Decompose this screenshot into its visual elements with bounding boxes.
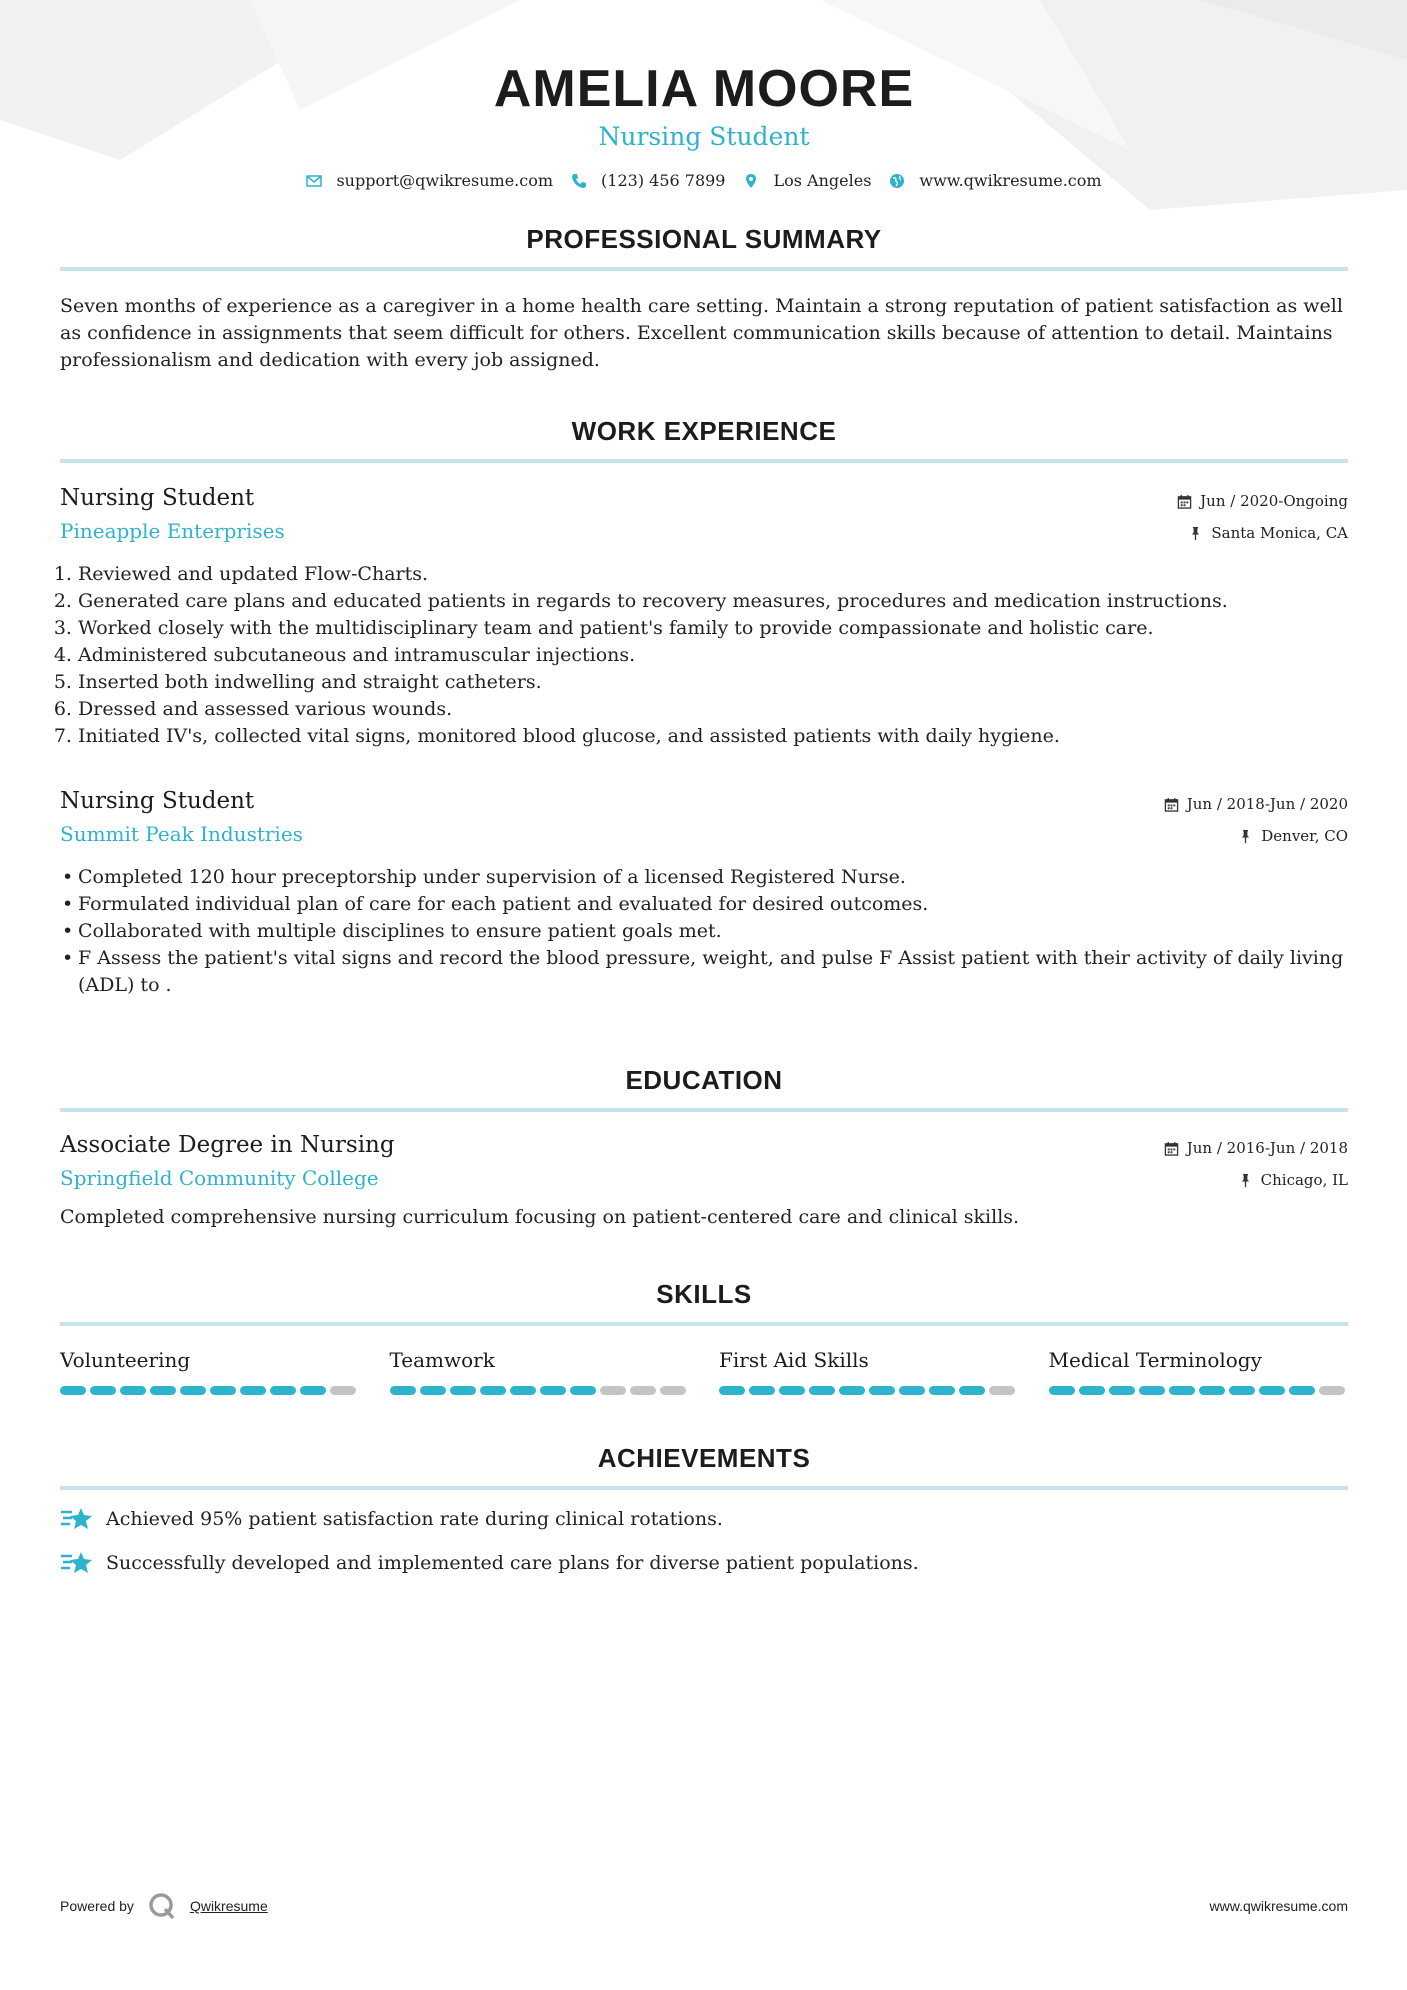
skill-dot-filled xyxy=(540,1386,566,1395)
school-name: Springfield Community College xyxy=(60,1166,379,1190)
candidate-name: AMELIA MOORE xyxy=(493,60,915,118)
contact-bar xyxy=(60,171,1348,190)
contact-phone[interactable] xyxy=(571,171,725,190)
education-location xyxy=(1164,1164,1348,1196)
skill-dot-filled xyxy=(1199,1386,1225,1395)
skills-heading: SKILLS xyxy=(656,1279,752,1309)
resume-header xyxy=(60,0,1348,190)
skill-dot-filled xyxy=(120,1386,146,1395)
achievement-text: Achieved 95% patient satisfaction rate during clinical rotations. xyxy=(106,1508,723,1530)
powered-by xyxy=(60,1892,268,1920)
envelope-icon xyxy=(306,173,322,189)
job-entry xyxy=(60,485,1348,750)
shooting-star-icon xyxy=(60,1504,94,1534)
skill-dot-filled xyxy=(390,1386,416,1395)
skill-dot-filled xyxy=(480,1386,506,1395)
calendar-icon xyxy=(1177,494,1192,509)
list-item: 2. Generated care plans and educated patients in regards to recovery measures, procedures and medication instructions. xyxy=(78,588,1348,615)
contact-email[interactable] xyxy=(306,171,553,190)
achievement-item xyxy=(60,1548,1348,1578)
skill-dot-filled xyxy=(1289,1386,1315,1395)
education-description: Completed comprehensive nursing curriculum focusing on patient-centered care and clinical skills. xyxy=(60,1206,1020,1228)
job-company: Pineapple Enterprises xyxy=(60,519,285,543)
skill-dot-filled xyxy=(959,1386,985,1395)
list-item: 7. Initiated IV's, collected vital signs, monitored blood glucose, and assisted patients with daily hygiene. xyxy=(78,723,1348,750)
globe-icon xyxy=(889,173,905,189)
skill-rating xyxy=(1049,1386,1349,1395)
skill-dot-empty xyxy=(630,1386,656,1395)
skill-dot-filled xyxy=(570,1386,596,1395)
job-dates xyxy=(1177,485,1348,517)
summary-text: Seven months of experience as a caregiver in a home health care setting. Maintain a strong reputation of patient satisfaction as well as confidence in assignments that seem difficult for others. Excellent communication skills because of attention to detail. Maintains professionalism and dedication with every job assigned. xyxy=(60,295,1343,371)
education-dates xyxy=(1164,1132,1348,1164)
achievement-text: Successfully developed and implemented care plans for diverse patient populations. xyxy=(106,1552,919,1574)
section-divider xyxy=(60,1322,1348,1326)
skill-dot-filled xyxy=(300,1386,326,1395)
calendar-icon xyxy=(1164,797,1179,812)
skill-dot-filled xyxy=(719,1386,745,1395)
job-entry xyxy=(60,788,1348,999)
skill-item xyxy=(60,1348,360,1395)
experience-section xyxy=(60,416,1348,999)
shooting-star-icon xyxy=(60,1548,94,1578)
skill-name: Medical Terminology xyxy=(1048,1348,1262,1372)
section-divider xyxy=(60,1486,1348,1490)
education-heading: EDUCATION xyxy=(625,1065,783,1095)
list-item: 1. Reviewed and updated Flow-Charts. xyxy=(78,561,1348,588)
pushpin-icon xyxy=(1238,829,1253,844)
location-text: Denver, CO xyxy=(1261,827,1348,845)
list-item: 3. Worked closely with the multidisciplinary team and patient's family to provide compassionate and holistic care. xyxy=(78,615,1348,642)
skill-dot-filled xyxy=(899,1386,925,1395)
degree-title: Associate Degree in Nursing xyxy=(60,1132,395,1158)
education-section xyxy=(60,1065,1348,1231)
skill-dot-filled xyxy=(869,1386,895,1395)
dates-text: Jun / 2020-Ongoing xyxy=(1200,492,1348,510)
location-text: Santa Monica, CA xyxy=(1211,524,1348,542)
skill-dot-empty xyxy=(660,1386,686,1395)
resume-page xyxy=(60,0,1348,1578)
skill-rating xyxy=(719,1386,1019,1395)
list-item: 6. Dressed and assessed various wounds. xyxy=(78,696,1348,723)
pushpin-icon xyxy=(1188,526,1203,541)
summary-heading: PROFESSIONAL SUMMARY xyxy=(526,224,882,254)
education-entry xyxy=(60,1132,1348,1231)
skill-dot-empty xyxy=(330,1386,356,1395)
skill-dot-filled xyxy=(1169,1386,1195,1395)
skill-dot-filled xyxy=(180,1386,206,1395)
dates-text: Jun / 2018-Jun / 2020 xyxy=(1186,795,1348,813)
skill-dot-empty xyxy=(989,1386,1015,1395)
job-duties xyxy=(60,561,1348,750)
skill-name: Volunteering xyxy=(60,1348,191,1372)
phone-icon xyxy=(571,173,587,189)
job-location xyxy=(1164,820,1348,852)
section-divider xyxy=(60,459,1348,463)
section-divider xyxy=(60,267,1348,271)
achievements-section xyxy=(60,1443,1348,1578)
list-item: 4. Administered subcutaneous and intramuscular injections. xyxy=(78,642,1348,669)
contact-location xyxy=(743,171,871,190)
dates-text: Jun / 2016-Jun / 2018 xyxy=(1186,1139,1348,1157)
skill-dot-filled xyxy=(1229,1386,1255,1395)
skill-dot-empty xyxy=(600,1386,626,1395)
pushpin-icon xyxy=(1238,1173,1253,1188)
skill-item xyxy=(1049,1348,1349,1395)
skill-dot-filled xyxy=(1109,1386,1135,1395)
skill-dot-filled xyxy=(929,1386,955,1395)
qwikresume-logo-icon xyxy=(148,1892,176,1920)
list-item: 5. Inserted both indwelling and straight catheters. xyxy=(78,669,1348,696)
achievements-heading: ACHIEVEMENTS xyxy=(597,1443,811,1473)
calendar-icon xyxy=(1164,1141,1179,1156)
website-text: www.qwikresume.com xyxy=(919,171,1102,190)
skill-dot-filled xyxy=(1259,1386,1285,1395)
skill-name: Teamwork xyxy=(389,1348,495,1372)
email-text: support@qwikresume.com xyxy=(336,171,554,190)
footer-website[interactable]: www.qwikresume.com xyxy=(1209,1898,1348,1914)
page-footer xyxy=(60,1892,1348,1920)
skill-dot-filled xyxy=(450,1386,476,1395)
job-location xyxy=(1177,517,1348,549)
summary-section xyxy=(60,224,1348,374)
skills-section xyxy=(60,1279,1348,1395)
location-text: Chicago, IL xyxy=(1260,1171,1348,1189)
candidate-role: Nursing Student xyxy=(598,122,810,151)
achievement-item xyxy=(60,1504,1348,1534)
skill-dot-filled xyxy=(60,1386,86,1395)
job-company: Summit Peak Industries xyxy=(60,822,303,846)
powered-by-label: Powered by xyxy=(60,1898,134,1914)
map-pin-icon xyxy=(743,173,759,189)
skill-item xyxy=(719,1348,1019,1395)
skill-dot-filled xyxy=(1079,1386,1105,1395)
skills-grid xyxy=(60,1348,1348,1395)
skill-name: First Aid Skills xyxy=(719,1348,869,1372)
skill-dot-empty xyxy=(1319,1386,1345,1395)
contact-website[interactable] xyxy=(889,171,1101,190)
job-title: Nursing Student xyxy=(60,788,255,814)
skill-dot-filled xyxy=(510,1386,536,1395)
section-divider xyxy=(60,1108,1348,1112)
skill-dot-filled xyxy=(1139,1386,1165,1395)
skill-dot-filled xyxy=(270,1386,296,1395)
skill-rating xyxy=(390,1386,690,1395)
job-duties xyxy=(60,864,1348,999)
list-item: • F Assess the patient's vital signs and record the blood pressure, weight, and pulse F Assist patient with their activity of daily living (ADL) to . xyxy=(60,945,1348,999)
job-dates xyxy=(1164,788,1348,820)
brand-link[interactable]: Qwikresume xyxy=(189,1898,268,1914)
experience-heading: WORK EXPERIENCE xyxy=(571,416,837,446)
skill-rating xyxy=(60,1386,360,1395)
list-item: • Formulated individual plan of care for each patient and evaluated for desired outcomes. xyxy=(60,891,1348,918)
skill-dot-filled xyxy=(240,1386,266,1395)
list-item: • Completed 120 hour preceptorship under supervision of a licensed Registered Nurse. xyxy=(60,864,1348,891)
skill-dot-filled xyxy=(90,1386,116,1395)
skill-item xyxy=(390,1348,690,1395)
list-item: • Collaborated with multiple disciplines to ensure patient goals met. xyxy=(60,918,1348,945)
skill-dot-filled xyxy=(420,1386,446,1395)
skill-dot-filled xyxy=(809,1386,835,1395)
skill-dot-filled xyxy=(779,1386,805,1395)
skill-dot-filled xyxy=(1049,1386,1075,1395)
skill-dot-filled xyxy=(839,1386,865,1395)
skill-dot-filled xyxy=(210,1386,236,1395)
skill-dot-filled xyxy=(749,1386,775,1395)
location-text: Los Angeles xyxy=(773,171,872,190)
phone-text: (123) 456 7899 xyxy=(601,171,726,190)
skill-dot-filled xyxy=(150,1386,176,1395)
job-title: Nursing Student xyxy=(60,485,255,511)
